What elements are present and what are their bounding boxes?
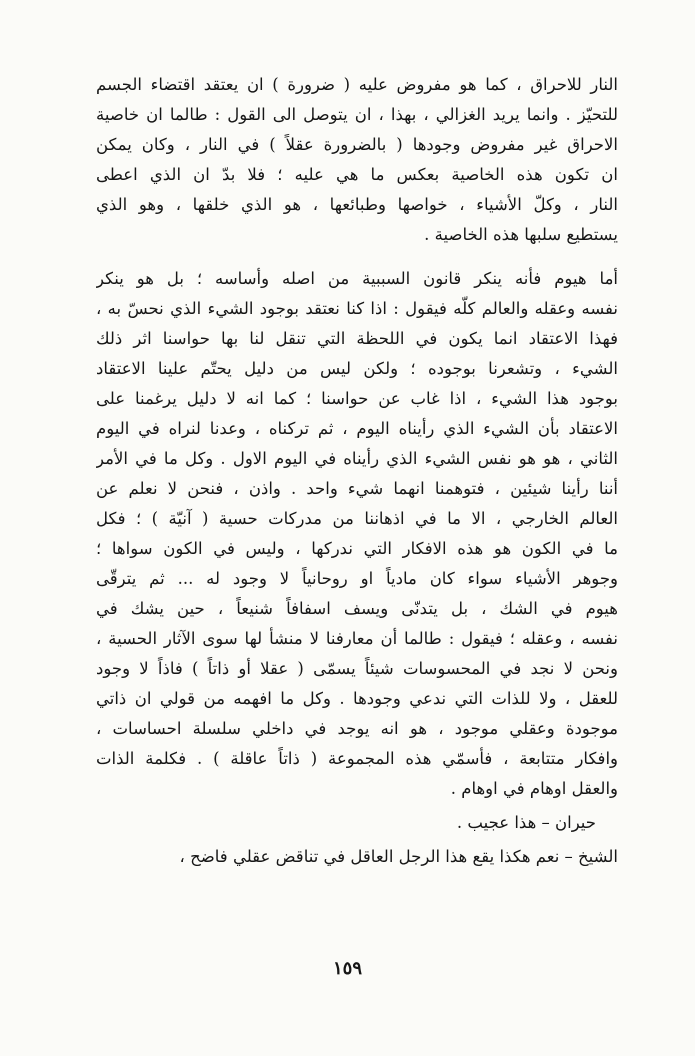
text-line: ونحن لا نجد في المحسوسات شيئاً يسمّى ( عقلا أو ذاتاً ) فاذاً لا وجود bbox=[96, 659, 618, 678]
text-line: أما هيوم فأنه ينكر قانون السببية من اصله وأساسه ؛ بل هو ينكر bbox=[96, 269, 618, 288]
paragraph-1 bbox=[96, 70, 618, 250]
dialogue bbox=[96, 808, 618, 872]
dialogue-line-sheikh: الشيخ – نعم هكذا يقع هذا الرجل العاقل في تناقض عقلي فاضح ، bbox=[179, 847, 618, 866]
text-line: ما في الكون هو هذه الافكار التي ندركها ، وليس في الكون سواها ؛ bbox=[96, 539, 618, 558]
text-line: الثاني ، هو هو نفس الشيء الذي رأيناه في اليوم الاول . وكل ما في الأمر bbox=[96, 449, 618, 468]
text-line: النار ، وكلّ الأشياء ، خواصها وطبائعها ، هو الذي خلقها ، وهو الذي bbox=[96, 195, 618, 214]
text-line: والعقل اوهام في اوهام . bbox=[450, 779, 618, 798]
text-line: النار للاحراق ، كما هو مفروض عليه ( ضرورة ) ان يعتقد اقتضاء الجسم bbox=[96, 75, 618, 94]
text-line: فهذا الاعتقاد انما يكون في اللحظة التي تنقل لنا بها حواسنا اثر ذلك bbox=[96, 329, 618, 348]
text-line: بوجود هذا الشيء ، اذا غاب عن حواسنا ؛ كما انه لا دليل يرغمنا على bbox=[96, 389, 618, 408]
text-line: للعقل ، ولا للذات التي ندعي وجودها . وكل ما افهمه من قولي ان ذاتي bbox=[96, 689, 618, 708]
text-line: الاحراق غير مفروض وجودها ( بالضرورة عقلاً ) في النار ، وكان يمكن bbox=[96, 135, 618, 154]
text-line: وجوهر الأشياء سواء كان مادياً او روحانياً لا وجود له ... ثم يترقّى bbox=[96, 569, 618, 588]
text-line: يستطيع سلبها هذه الخاصية . bbox=[424, 225, 618, 244]
text-line: الشيء ، وتشعرنا بوجوده ؛ ولكن ليس من دليل يحتّم علينا الاعتقاد bbox=[96, 359, 618, 378]
text-line: وافكار متتابعة ، فأسمّي هذه المجموعة ( ذاتاً عاقلة ) . فكلمة الذات bbox=[96, 749, 618, 768]
page-body bbox=[96, 70, 618, 872]
page-number: ١٥٩ bbox=[332, 958, 362, 979]
dialogue-line-hayran: حيران – هذا عجيب . bbox=[456, 813, 596, 832]
text-line: موجودة وعقلي موجود ، هو انه يوجد في داخلي سلسلة احساسات ، bbox=[96, 719, 618, 738]
text-line: الاعتقاد بأن الشيء الذي رأيناه اليوم ، ثم تركناه ، وعدنا لنراه في اليوم bbox=[96, 419, 618, 438]
text-line: للتحيّز . وانما يريد الغزالي ، بهذا ، ان يتوصل الى القول : طالما ان خاصية bbox=[96, 105, 618, 124]
paragraph-gap bbox=[96, 250, 618, 264]
text-line: نفسه ، وعقله ؛ فيقول : طالما أن معارفنا لا منشأ لها سوى الآثار الحسية ، bbox=[96, 629, 618, 648]
text-line: أننا رأينا شيئين ، فتوهمنا انهما شيء واحد . واذن ، فنحن لا نعلم عن bbox=[96, 479, 618, 498]
text-line: هيوم في الشك ، بل يتدنّى ويسف اسفافاً شنيعاً ، حين يشك في bbox=[96, 599, 618, 618]
text-line: نفسه وعقله والعالم كلّه فيقول : اذا كنا نعتقد بوجود الشيء الذي نحسّ به ، bbox=[96, 299, 618, 318]
text-line: العالم الخارجي ، الا ما في اذهاننا من مدركات حسية ( آنيّة ) ؛ فكل bbox=[96, 509, 618, 528]
text-line: ان تكون هذه الخاصية بعكس ما هي عليه ؛ فلا بدّ ان الذي اعطى bbox=[96, 165, 618, 184]
paragraph-2 bbox=[96, 264, 618, 804]
